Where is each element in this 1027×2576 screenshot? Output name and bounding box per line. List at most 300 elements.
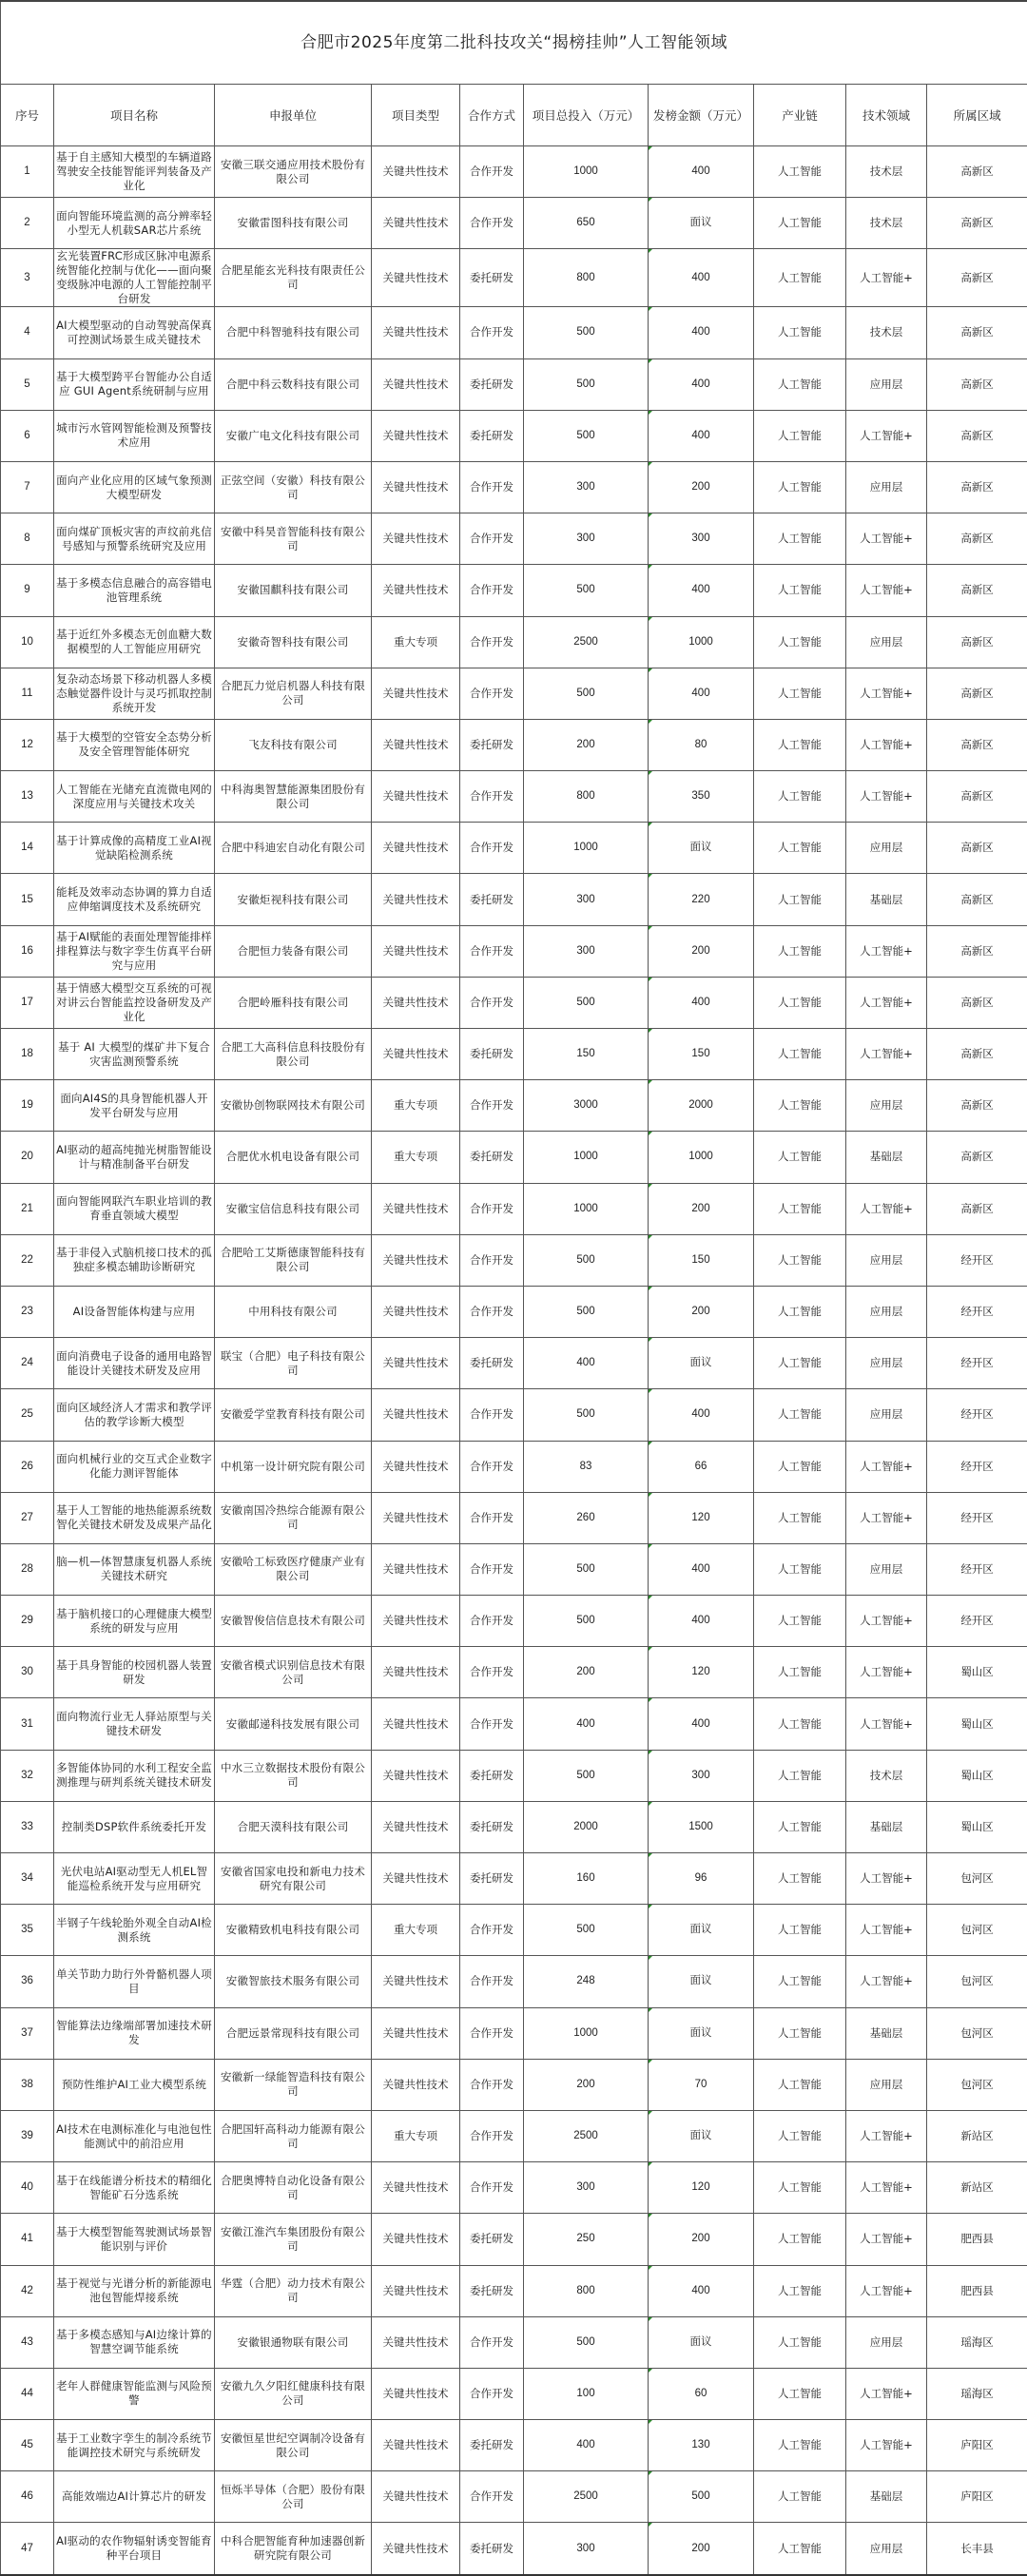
region-cell: 包河区 — [927, 1905, 1027, 1956]
cooperation-mode-cell: 合作开发 — [460, 1956, 524, 2007]
bounty-amount-cell: 200 — [649, 1183, 754, 1234]
project-type-cell: 关键共性技术 — [372, 2316, 460, 2368]
applicant-unit-cell: 合肥中科智驰科技有限公司 — [215, 307, 372, 358]
industry-chain-cell: 人工智能 — [754, 1080, 846, 1132]
project-name-cell: 基于自主感知大模型的车辆道路驾驶安全技能智能评判装备及产业化 — [54, 146, 215, 198]
region-cell: 高新区 — [927, 410, 1027, 461]
row-number-cell: 1 — [1, 146, 54, 198]
tech-field-cell: 基础层 — [846, 2007, 927, 2059]
bounty-amount-cell: 400 — [649, 668, 754, 719]
tech-field-cell: 人工智能+ — [846, 249, 927, 307]
cooperation-mode-cell: 委托研发 — [460, 874, 524, 925]
total-investment-cell: 83 — [524, 1441, 649, 1492]
cooperation-mode-cell: 合作开发 — [460, 2162, 524, 2214]
row-number-cell: 10 — [1, 616, 54, 668]
project-name-cell: 基于非侵入式脑机接口技术的孤独症多模态辅助诊断研究 — [54, 1234, 215, 1286]
tech-field-cell: 人工智能+ — [846, 513, 927, 565]
industry-chain-cell: 人工智能 — [754, 461, 846, 513]
table-row — [1, 977, 1027, 1028]
project-name-cell: 智能算法边缘端部署加速技术研发 — [54, 2007, 215, 2059]
industry-chain-cell: 人工智能 — [754, 1234, 846, 1286]
project-name-cell: 基于大模型跨平台智能办公自适应 GUI Agent系统研制与应用 — [54, 358, 215, 410]
project-name-cell: 脑—机—体智慧康复机器人系统关键技术研究 — [54, 1543, 215, 1595]
cooperation-mode-cell: 委托研发 — [460, 358, 524, 410]
applicant-unit-cell: 合肥远景常现科技有限公司 — [215, 2007, 372, 2059]
region-cell: 瑶海区 — [927, 2316, 1027, 2368]
cooperation-mode-cell: 合作开发 — [460, 1286, 524, 1337]
bounty-amount-cell: 120 — [649, 1492, 754, 1543]
region-cell: 蜀山区 — [927, 1647, 1027, 1698]
cooperation-mode-cell: 合作开发 — [460, 1698, 524, 1750]
cooperation-mode-cell: 合作开发 — [460, 1596, 524, 1647]
applicant-unit-cell: 安徽九久夕阳红健康科技有限公司 — [215, 2368, 372, 2419]
tech-field-cell: 人工智能+ — [846, 1956, 927, 2007]
project-type-cell: 重大专项 — [372, 1080, 460, 1132]
industry-chain-cell: 人工智能 — [754, 874, 846, 925]
cooperation-mode-cell: 合作开发 — [460, 513, 524, 565]
table-row — [1, 1234, 1027, 1286]
industry-chain-cell: 人工智能 — [754, 1492, 846, 1543]
total-investment-cell: 3000 — [524, 1080, 649, 1132]
bounty-amount-cell: 400 — [649, 410, 754, 461]
project-type-cell: 关键共性技术 — [372, 1286, 460, 1337]
table-row — [1, 925, 1027, 977]
table-row — [1, 2110, 1027, 2161]
region-cell: 经开区 — [927, 1596, 1027, 1647]
total-investment-cell: 2500 — [524, 2471, 649, 2523]
project-name-cell: 基于大模型的空管安全态势分析及安全管理智能体研究 — [54, 719, 215, 770]
industry-chain-cell: 人工智能 — [754, 1698, 846, 1750]
region-cell: 蜀山区 — [927, 1801, 1027, 1852]
project-name-cell: 基于 AI 大模型的煤矿井下复合灾害监测预警系统 — [54, 1029, 215, 1080]
tech-field-cell: 基础层 — [846, 874, 927, 925]
project-name-cell: 城市污水管网智能检测及预警技术应用 — [54, 410, 215, 461]
cooperation-mode-cell: 委托研发 — [460, 410, 524, 461]
tech-field-cell: 人工智能+ — [846, 2265, 927, 2316]
region-cell: 高新区 — [927, 823, 1027, 874]
applicant-unit-cell: 合肥天漠科技有限公司 — [215, 1801, 372, 1852]
project-type-cell: 关键共性技术 — [372, 198, 460, 249]
row-number-cell: 35 — [1, 1905, 54, 1956]
industry-chain-cell: 人工智能 — [754, 565, 846, 616]
industry-chain-cell: 人工智能 — [754, 513, 846, 565]
header-row — [1, 85, 1027, 146]
project-name-cell: 基于工业数字孪生的制冷系统节能调控技术研究与系统研发 — [54, 2420, 215, 2471]
cooperation-mode-cell: 合作开发 — [460, 307, 524, 358]
industry-chain-cell: 人工智能 — [754, 2471, 846, 2523]
applicant-unit-cell: 安徽银通物联有限公司 — [215, 2316, 372, 2368]
applicant-unit-cell: 安徽新一绿能智造科技有限公司 — [215, 2059, 372, 2110]
project-name-cell: 面向智能环境监测的高分辨率轻小型无人机载SAR芯片系统 — [54, 198, 215, 249]
bounty-amount-cell: 200 — [649, 2214, 754, 2265]
industry-chain-cell: 人工智能 — [754, 1338, 846, 1389]
project-name-cell: 基于多模态信息融合的高容错电池管理系统 — [54, 565, 215, 616]
row-number-cell: 47 — [1, 2523, 54, 2575]
table-row — [1, 358, 1027, 410]
bounty-amount-cell: 面议 — [649, 1338, 754, 1389]
project-type-cell: 关键共性技术 — [372, 565, 460, 616]
applicant-unit-cell: 合肥中科云数科技有限公司 — [215, 358, 372, 410]
tech-field-cell: 人工智能+ — [846, 771, 927, 823]
bounty-amount-cell: 面议 — [649, 2316, 754, 2368]
region-cell: 高新区 — [927, 307, 1027, 358]
industry-chain-cell: 人工智能 — [754, 2523, 846, 2575]
tech-field-cell: 人工智能+ — [846, 2110, 927, 2161]
tech-field-cell: 人工智能+ — [846, 1029, 927, 1080]
bounty-amount-cell: 面议 — [649, 1905, 754, 1956]
applicant-unit-cell: 安徽宝信信息科技有限公司 — [215, 1183, 372, 1234]
region-cell: 经开区 — [927, 1543, 1027, 1595]
region-cell: 高新区 — [927, 1132, 1027, 1183]
project-type-cell: 关键共性技术 — [372, 146, 460, 198]
bounty-amount-cell: 2000 — [649, 1080, 754, 1132]
total-investment-cell: 800 — [524, 2265, 649, 2316]
bounty-amount-cell: 400 — [649, 358, 754, 410]
industry-chain-cell: 人工智能 — [754, 198, 846, 249]
cooperation-mode-cell: 合作开发 — [460, 1234, 524, 1286]
title-row — [1, 1, 1027, 85]
table-row — [1, 146, 1027, 198]
table-row — [1, 823, 1027, 874]
region-cell: 高新区 — [927, 565, 1027, 616]
industry-chain-cell: 人工智能 — [754, 1596, 846, 1647]
table-row — [1, 1853, 1027, 1905]
bounty-amount-cell: 200 — [649, 461, 754, 513]
cooperation-mode-cell: 合作开发 — [460, 565, 524, 616]
cooperation-mode-cell: 合作开发 — [460, 2110, 524, 2161]
row-number-cell: 18 — [1, 1029, 54, 1080]
total-investment-cell: 500 — [524, 1234, 649, 1286]
applicant-unit-cell: 中机第一设计研究院有限公司 — [215, 1441, 372, 1492]
cooperation-mode-cell: 合作开发 — [460, 1441, 524, 1492]
table-row — [1, 719, 1027, 770]
row-number-cell: 33 — [1, 1801, 54, 1852]
region-cell: 新站区 — [927, 2110, 1027, 2161]
industry-chain-cell: 人工智能 — [754, 1801, 846, 1852]
bounty-amount-cell: 96 — [649, 1853, 754, 1905]
sheet-title: 合肥市2025年度第二批科技攻关“揭榜挂帅”人工智能领域 — [1, 1, 1027, 85]
applicant-unit-cell: 合肥中科迪宏自动化有限公司 — [215, 823, 372, 874]
total-investment-cell: 150 — [524, 1029, 649, 1080]
row-number-cell: 39 — [1, 2110, 54, 2161]
row-number-cell: 8 — [1, 513, 54, 565]
project-type-cell: 关键共性技术 — [372, 307, 460, 358]
total-investment-cell: 400 — [524, 1338, 649, 1389]
cooperation-mode-cell: 委托研发 — [460, 2214, 524, 2265]
bounty-amount-cell: 400 — [649, 1389, 754, 1441]
region-cell: 经开区 — [927, 1338, 1027, 1389]
header-no: 序号 — [1, 85, 54, 146]
industry-chain-cell: 人工智能 — [754, 668, 846, 719]
bounty-amount-cell: 350 — [649, 771, 754, 823]
row-number-cell: 36 — [1, 1956, 54, 2007]
total-investment-cell: 2500 — [524, 2110, 649, 2161]
project-type-cell: 关键共性技术 — [372, 1698, 460, 1750]
cooperation-mode-cell: 合作开发 — [460, 977, 524, 1028]
applicant-unit-cell: 合肥哈工艾斯德康智能科技有限公司 — [215, 1234, 372, 1286]
bounty-amount-cell: 400 — [649, 1543, 754, 1595]
applicant-unit-cell: 安徽协创物联网技术有限公司 — [215, 1080, 372, 1132]
industry-chain-cell: 人工智能 — [754, 1029, 846, 1080]
bounty-amount-cell: 200 — [649, 1286, 754, 1337]
project-name-cell: 基于大模型智能驾驶测试场景智能识别与评价 — [54, 2214, 215, 2265]
total-investment-cell: 500 — [524, 410, 649, 461]
region-cell: 高新区 — [927, 1080, 1027, 1132]
project-name-cell: AI驱动的超高纯抛光树脂智能设计与精准制备平台研发 — [54, 1132, 215, 1183]
table-row — [1, 616, 1027, 668]
project-type-cell: 关键共性技术 — [372, 461, 460, 513]
row-number-cell: 13 — [1, 771, 54, 823]
table-row — [1, 1956, 1027, 2007]
tech-field-cell: 人工智能+ — [846, 1698, 927, 1750]
total-investment-cell: 1000 — [524, 823, 649, 874]
project-name-cell: 人工智能在光储充直流微电网的深度应用与关键技术攻关 — [54, 771, 215, 823]
project-type-cell: 关键共性技术 — [372, 668, 460, 719]
bounty-amount-cell: 1000 — [649, 1132, 754, 1183]
cooperation-mode-cell: 合作开发 — [460, 823, 524, 874]
header-region: 所属区域 — [927, 85, 1027, 146]
header-field: 技术领域 — [846, 85, 927, 146]
applicant-unit-cell: 合肥工大高科信息科技股份有限公司 — [215, 1029, 372, 1080]
tech-field-cell: 技术层 — [846, 146, 927, 198]
project-name-cell: AI大模型驱动的自动驾驶高保真可控测试场景生成关键技术 — [54, 307, 215, 358]
total-investment-cell: 500 — [524, 2316, 649, 2368]
tech-field-cell: 人工智能+ — [846, 925, 927, 977]
region-cell: 高新区 — [927, 1183, 1027, 1234]
project-type-cell: 关键共性技术 — [372, 874, 460, 925]
table-row — [1, 2471, 1027, 2523]
table-row — [1, 1080, 1027, 1132]
applicant-unit-cell: 安徽中科昊音智能科技有限公司 — [215, 513, 372, 565]
project-type-cell: 关键共性技术 — [372, 2368, 460, 2419]
project-type-cell: 关键共性技术 — [372, 2471, 460, 2523]
cooperation-mode-cell: 合作开发 — [460, 668, 524, 719]
applicant-unit-cell: 安徽三联交通应用技术股份有限公司 — [215, 146, 372, 198]
bounty-amount-cell: 500 — [649, 2471, 754, 2523]
project-type-cell: 关键共性技术 — [372, 2420, 460, 2471]
applicant-unit-cell: 安徽国麒科技有限公司 — [215, 565, 372, 616]
table-row — [1, 1647, 1027, 1698]
applicant-unit-cell: 安徽南国冷热综合能源有限公司 — [215, 1492, 372, 1543]
applicant-unit-cell: 安徽智俊信信息技术有限公司 — [215, 1596, 372, 1647]
row-number-cell: 25 — [1, 1389, 54, 1441]
project-type-cell: 关键共性技术 — [372, 1543, 460, 1595]
table-row — [1, 1441, 1027, 1492]
project-type-cell: 关键共性技术 — [372, 1029, 460, 1080]
table-row — [1, 2214, 1027, 2265]
bounty-amount-cell: 300 — [649, 1750, 754, 1801]
region-cell: 高新区 — [927, 461, 1027, 513]
tech-field-cell: 人工智能+ — [846, 1441, 927, 1492]
cooperation-mode-cell: 委托研发 — [460, 1132, 524, 1183]
table-row — [1, 1905, 1027, 1956]
applicant-unit-cell: 恒烁半导体（合肥）股份有限公司 — [215, 2471, 372, 2523]
header-coop: 合作方式 — [460, 85, 524, 146]
bounty-amount-cell: 120 — [649, 2162, 754, 2214]
project-type-cell: 关键共性技术 — [372, 719, 460, 770]
applicant-unit-cell: 安徽广电文化科技有限公司 — [215, 410, 372, 461]
industry-chain-cell: 人工智能 — [754, 2368, 846, 2419]
project-name-cell: 控制类DSP软件系统委托开发 — [54, 1801, 215, 1852]
industry-chain-cell: 人工智能 — [754, 1389, 846, 1441]
applicant-unit-cell: 安徽邮递科技发展有限公司 — [215, 1698, 372, 1750]
bounty-amount-cell: 面议 — [649, 2110, 754, 2161]
bounty-amount-cell: 150 — [649, 1029, 754, 1080]
project-name-cell: 基于计算成像的高精度工业AI视觉缺陷检测系统 — [54, 823, 215, 874]
region-cell: 包河区 — [927, 1853, 1027, 1905]
row-number-cell: 28 — [1, 1543, 54, 1595]
header-total: 项目总投入（万元） — [524, 85, 649, 146]
total-investment-cell: 200 — [524, 2059, 649, 2110]
project-name-cell: 面向区域经济人才需求和教学评估的教学诊断大模型 — [54, 1389, 215, 1441]
cooperation-mode-cell: 委托研发 — [460, 719, 524, 770]
tech-field-cell: 人工智能+ — [846, 1853, 927, 1905]
project-type-cell: 关键共性技术 — [372, 2214, 460, 2265]
total-investment-cell: 260 — [524, 1492, 649, 1543]
table-row — [1, 1801, 1027, 1852]
industry-chain-cell: 人工智能 — [754, 977, 846, 1028]
row-number-cell: 46 — [1, 2471, 54, 2523]
project-type-cell: 关键共性技术 — [372, 1492, 460, 1543]
row-number-cell: 29 — [1, 1596, 54, 1647]
industry-chain-cell: 人工智能 — [754, 146, 846, 198]
project-type-cell: 关键共性技术 — [372, 1853, 460, 1905]
total-investment-cell: 300 — [524, 874, 649, 925]
bounty-amount-cell: 1500 — [649, 1801, 754, 1852]
bounty-amount-cell: 200 — [649, 925, 754, 977]
row-number-cell: 34 — [1, 1853, 54, 1905]
table-row — [1, 2059, 1027, 2110]
tech-field-cell: 人工智能+ — [846, 1647, 927, 1698]
bounty-amount-cell: 1000 — [649, 616, 754, 668]
project-type-cell: 关键共性技术 — [372, 1234, 460, 1286]
industry-chain-cell: 人工智能 — [754, 1441, 846, 1492]
project-type-cell: 关键共性技术 — [372, 1441, 460, 1492]
applicant-unit-cell: 安徽智旅技术服务有限公司 — [215, 1956, 372, 2007]
bounty-amount-cell: 400 — [649, 249, 754, 307]
project-type-cell: 关键共性技术 — [372, 1389, 460, 1441]
cooperation-mode-cell: 合作开发 — [460, 1492, 524, 1543]
applicant-unit-cell: 正弦空间（安徽）科技有限公司 — [215, 461, 372, 513]
row-number-cell: 17 — [1, 977, 54, 1028]
total-investment-cell: 500 — [524, 1286, 649, 1337]
table-row — [1, 249, 1027, 307]
applicant-unit-cell: 飞友科技有限公司 — [215, 719, 372, 770]
bounty-amount-cell: 120 — [649, 1647, 754, 1698]
cooperation-mode-cell: 合作开发 — [460, 1543, 524, 1595]
project-name-cell: AI设备智能体构建与应用 — [54, 1286, 215, 1337]
table-row — [1, 1698, 1027, 1750]
row-number-cell: 23 — [1, 1286, 54, 1337]
region-cell: 高新区 — [927, 719, 1027, 770]
row-number-cell: 16 — [1, 925, 54, 977]
project-type-cell: 关键共性技术 — [372, 1338, 460, 1389]
cooperation-mode-cell: 合作开发 — [460, 2316, 524, 2368]
bounty-amount-cell: 面议 — [649, 198, 754, 249]
region-cell: 庐阳区 — [927, 2420, 1027, 2471]
industry-chain-cell: 人工智能 — [754, 1183, 846, 1234]
region-cell: 经开区 — [927, 1441, 1027, 1492]
project-name-cell: 面向物流行业无人驿站原型与关键技术研发 — [54, 1698, 215, 1750]
project-name-cell: 复杂动态场景下移动机器人多模态触觉器件设计与灵巧抓取控制系统开发 — [54, 668, 215, 719]
region-cell: 庐阳区 — [927, 2471, 1027, 2523]
project-name-cell: 面向智能网联汽车职业培训的教育垂直领域大模型 — [54, 1183, 215, 1234]
applicant-unit-cell: 合肥恒力装备有限公司 — [215, 925, 372, 977]
project-name-cell: 老年人群健康智能监测与风险预警 — [54, 2368, 215, 2419]
total-investment-cell: 160 — [524, 1853, 649, 1905]
project-type-cell: 关键共性技术 — [372, 1801, 460, 1852]
table-row — [1, 1543, 1027, 1595]
tech-field-cell: 人工智能+ — [846, 719, 927, 770]
project-type-cell: 关键共性技术 — [372, 1750, 460, 1801]
industry-chain-cell: 人工智能 — [754, 1132, 846, 1183]
industry-chain-cell: 人工智能 — [754, 358, 846, 410]
tech-field-cell: 基础层 — [846, 1132, 927, 1183]
applicant-unit-cell: 中水三立数据技术股份有限公司 — [215, 1750, 372, 1801]
total-investment-cell: 400 — [524, 2420, 649, 2471]
project-type-cell: 关键共性技术 — [372, 2059, 460, 2110]
tech-field-cell: 人工智能+ — [846, 2368, 927, 2419]
tech-field-cell: 应用层 — [846, 1338, 927, 1389]
total-investment-cell: 300 — [524, 2523, 649, 2575]
cooperation-mode-cell: 委托研发 — [460, 1801, 524, 1852]
applicant-unit-cell: 安徽奇智科技有限公司 — [215, 616, 372, 668]
tech-field-cell: 应用层 — [846, 616, 927, 668]
project-type-cell: 关键共性技术 — [372, 2162, 460, 2214]
table-row — [1, 1338, 1027, 1389]
tech-field-cell: 应用层 — [846, 1080, 927, 1132]
row-number-cell: 37 — [1, 2007, 54, 2059]
project-name-cell: 基于多模态感知与AI边缘计算的智慧空调节能系统 — [54, 2316, 215, 2368]
industry-chain-cell: 人工智能 — [754, 410, 846, 461]
applicant-unit-cell: 安徽爱学堂教育科技有限公司 — [215, 1389, 372, 1441]
cooperation-mode-cell: 合作开发 — [460, 771, 524, 823]
cooperation-mode-cell: 合作开发 — [460, 2007, 524, 2059]
total-investment-cell: 2000 — [524, 1801, 649, 1852]
table-row — [1, 1183, 1027, 1234]
applicant-unit-cell: 中用科技有限公司 — [215, 1286, 372, 1337]
total-investment-cell: 800 — [524, 249, 649, 307]
cooperation-mode-cell: 合作开发 — [460, 1647, 524, 1698]
total-investment-cell: 200 — [524, 719, 649, 770]
industry-chain-cell: 人工智能 — [754, 719, 846, 770]
header-amount: 发榜金额（万元） — [649, 85, 754, 146]
project-type-cell: 关键共性技术 — [372, 771, 460, 823]
tech-field-cell: 技术层 — [846, 198, 927, 249]
row-number-cell: 22 — [1, 1234, 54, 1286]
project-type-cell: 关键共性技术 — [372, 410, 460, 461]
table-row — [1, 1750, 1027, 1801]
region-cell: 蜀山区 — [927, 1750, 1027, 1801]
total-investment-cell: 100 — [524, 2368, 649, 2419]
applicant-unit-cell: 安徽炬视科技有限公司 — [215, 874, 372, 925]
tech-field-cell: 应用层 — [846, 1389, 927, 1441]
region-cell: 高新区 — [927, 616, 1027, 668]
table-row — [1, 2420, 1027, 2471]
header-unit: 申报单位 — [215, 85, 372, 146]
project-name-cell: 单关节助力助行外骨骼机器人项目 — [54, 1956, 215, 2007]
tech-field-cell: 应用层 — [846, 823, 927, 874]
region-cell: 包河区 — [927, 1956, 1027, 2007]
project-name-cell: 半钢子午线轮胎外观全自动AI检测系统 — [54, 1905, 215, 1956]
row-number-cell: 38 — [1, 2059, 54, 2110]
project-name-cell: 基于在线能谱分析技术的精细化智能矿石分选系统 — [54, 2162, 215, 2214]
project-name-cell: 预防性维护AI工业大模型系统 — [54, 2059, 215, 2110]
bounty-amount-cell: 70 — [649, 2059, 754, 2110]
cooperation-mode-cell: 委托研发 — [460, 1750, 524, 1801]
bounty-amount-cell: 300 — [649, 513, 754, 565]
applicant-unit-cell: 中科合肥智能育种加速器创新研究院有限公司 — [215, 2523, 372, 2575]
